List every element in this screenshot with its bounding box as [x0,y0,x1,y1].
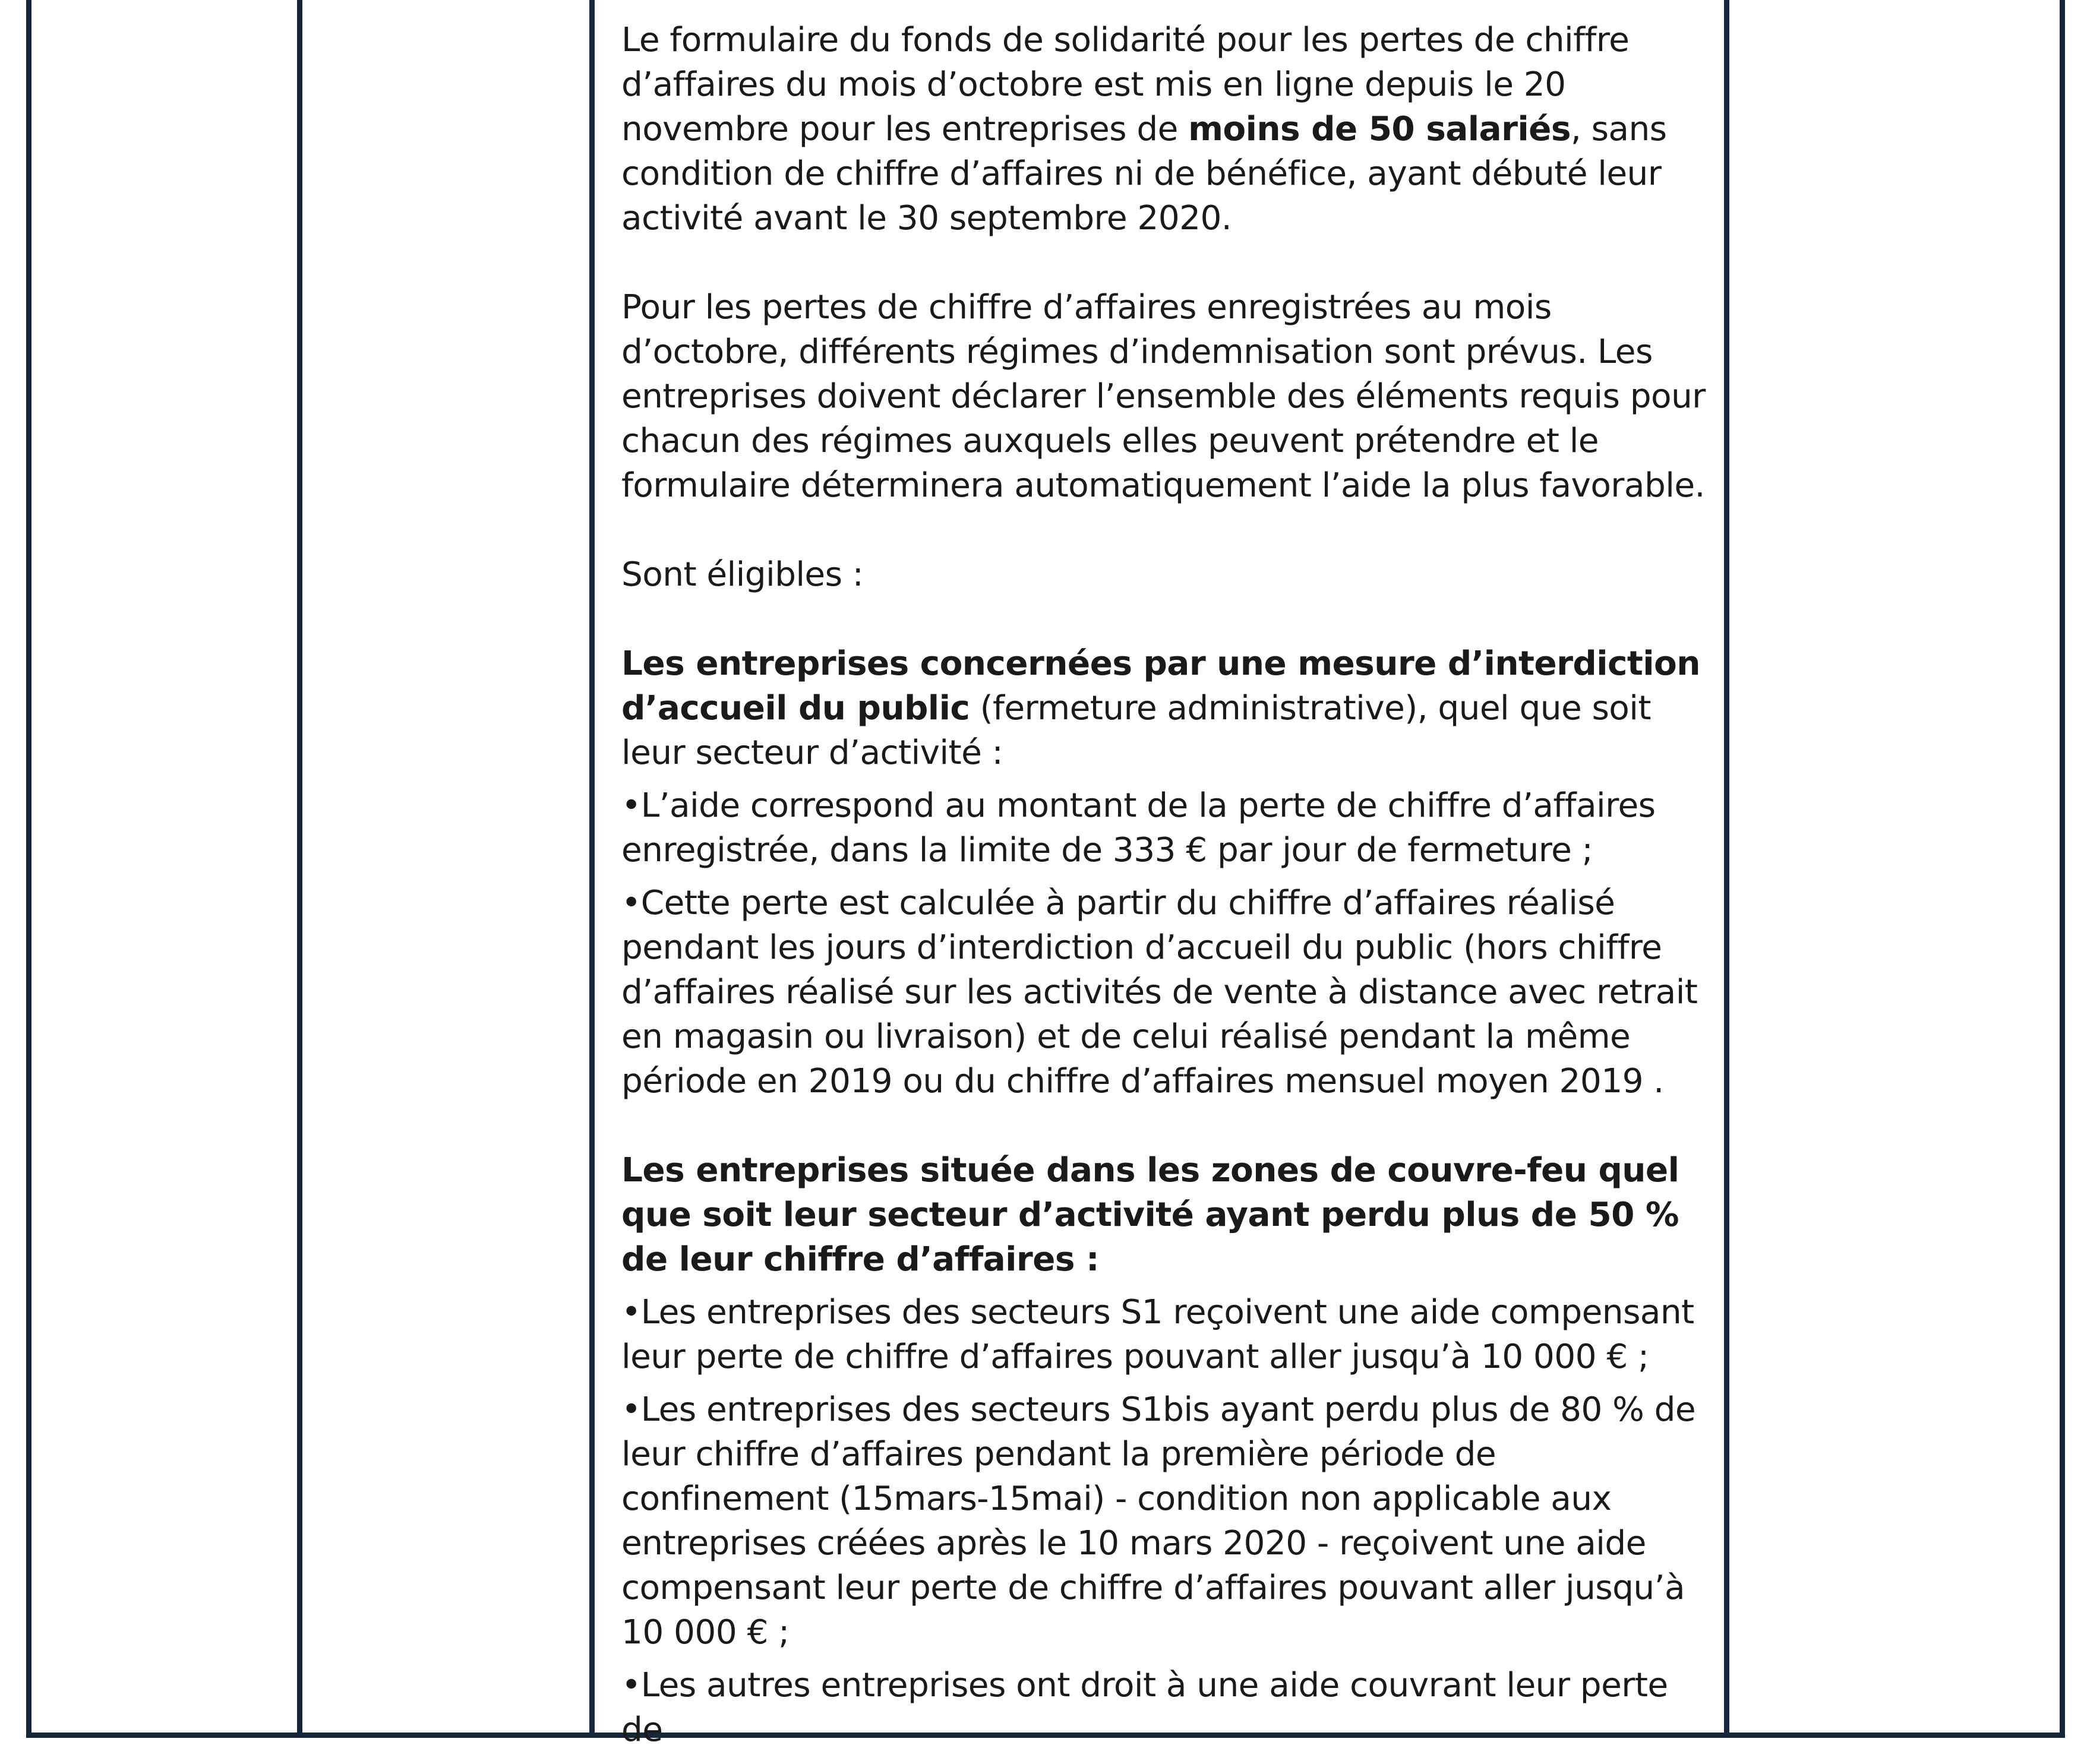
list-item: •Les entreprises des secteurs S1bis ayant perdu plus de 80 % de leur chiffre d’affaires pendant la première période de confinement (15mars-15mai) - condition non applicable aux entreprises créées après le 10 mars 2020 - reçoivent une aide compensant leur perte de chiffre d’affaires pouvant aller jusqu’à 10 000 € ; [621,1390,1695,1652]
table-column-divider-3 [1724,0,1729,1738]
section-heading-couvre-feu: Les entreprises située dans les zones de couvre-feu quel que soit leur secteur d’activité ayant perdu plus de 50 % de leur chiffre d’affaires : [621,1151,1679,1279]
table-border-right [2060,0,2065,1738]
list-item: •Cette perte est calculée à partir du chiffre d’affaires réalisé pendant les jours d’interdiction d’accueil du public (hors chiffre d’affaires réalisé sur les activités de vente à distance avec retrait en magasin ou livraison) et de celui réalisé pendant la même période en 2019 ou du chiffre d’affaires mensuel moyen 2019 . [621,884,1698,1101]
table-border-left [26,0,31,1738]
list-item: •L’aide correspond au montant de la perte de chiffre d’affaires enregistrée, dans la limite de 333 € par jour de fermeture ; [621,786,1656,870]
section-heading-fermeture: Les entreprises concernées par une mesure d’interdiction d’accueil du public (fermeture administrative), quel que soit leur secteur d’activité : [621,644,1700,772]
list-item: •Les autres entreprises ont droit à une aide couvrant leur perte de [621,1666,1668,1749]
list-item: •Les entreprises des secteurs S1 reçoivent une aide compensant leur perte de chiffre d’affaires pouvant aller jusqu’à 10 000 € ; [621,1293,1694,1376]
table-column-divider-1 [297,0,302,1738]
paragraph-intro: Le formulaire du fonds de solidarité pour les pertes de chiffre d’affaires du mois d’octobre est mis en ligne depuis le 20 novembre pour les entreprises de moins de 50 salariés, sans condition de chiffre d’affaires ni de bénéfice, ayant débuté leur activité avant le 30 septembre 2020. [621,21,1667,238]
table-cell-content [621,18,1709,1752]
paragraph-regimes: Pour les pertes de chiffre d’affaires enregistrées au mois d’octobre, différents régimes d’indemnisation sont prévus. Les entreprises doivent déclarer l’ensemble des éléments requis pour chacun des régimes auxquels elles peuvent prétendre et le formulaire déterminera automatiquement l’aide la plus favorable. [621,288,1706,505]
table-column-divider-2 [589,0,595,1738]
emphasis-moins-de-50-salaries: moins de 50 salariés [1188,110,1571,148]
paragraph-eligibles: Sont éligibles : [621,555,864,594]
